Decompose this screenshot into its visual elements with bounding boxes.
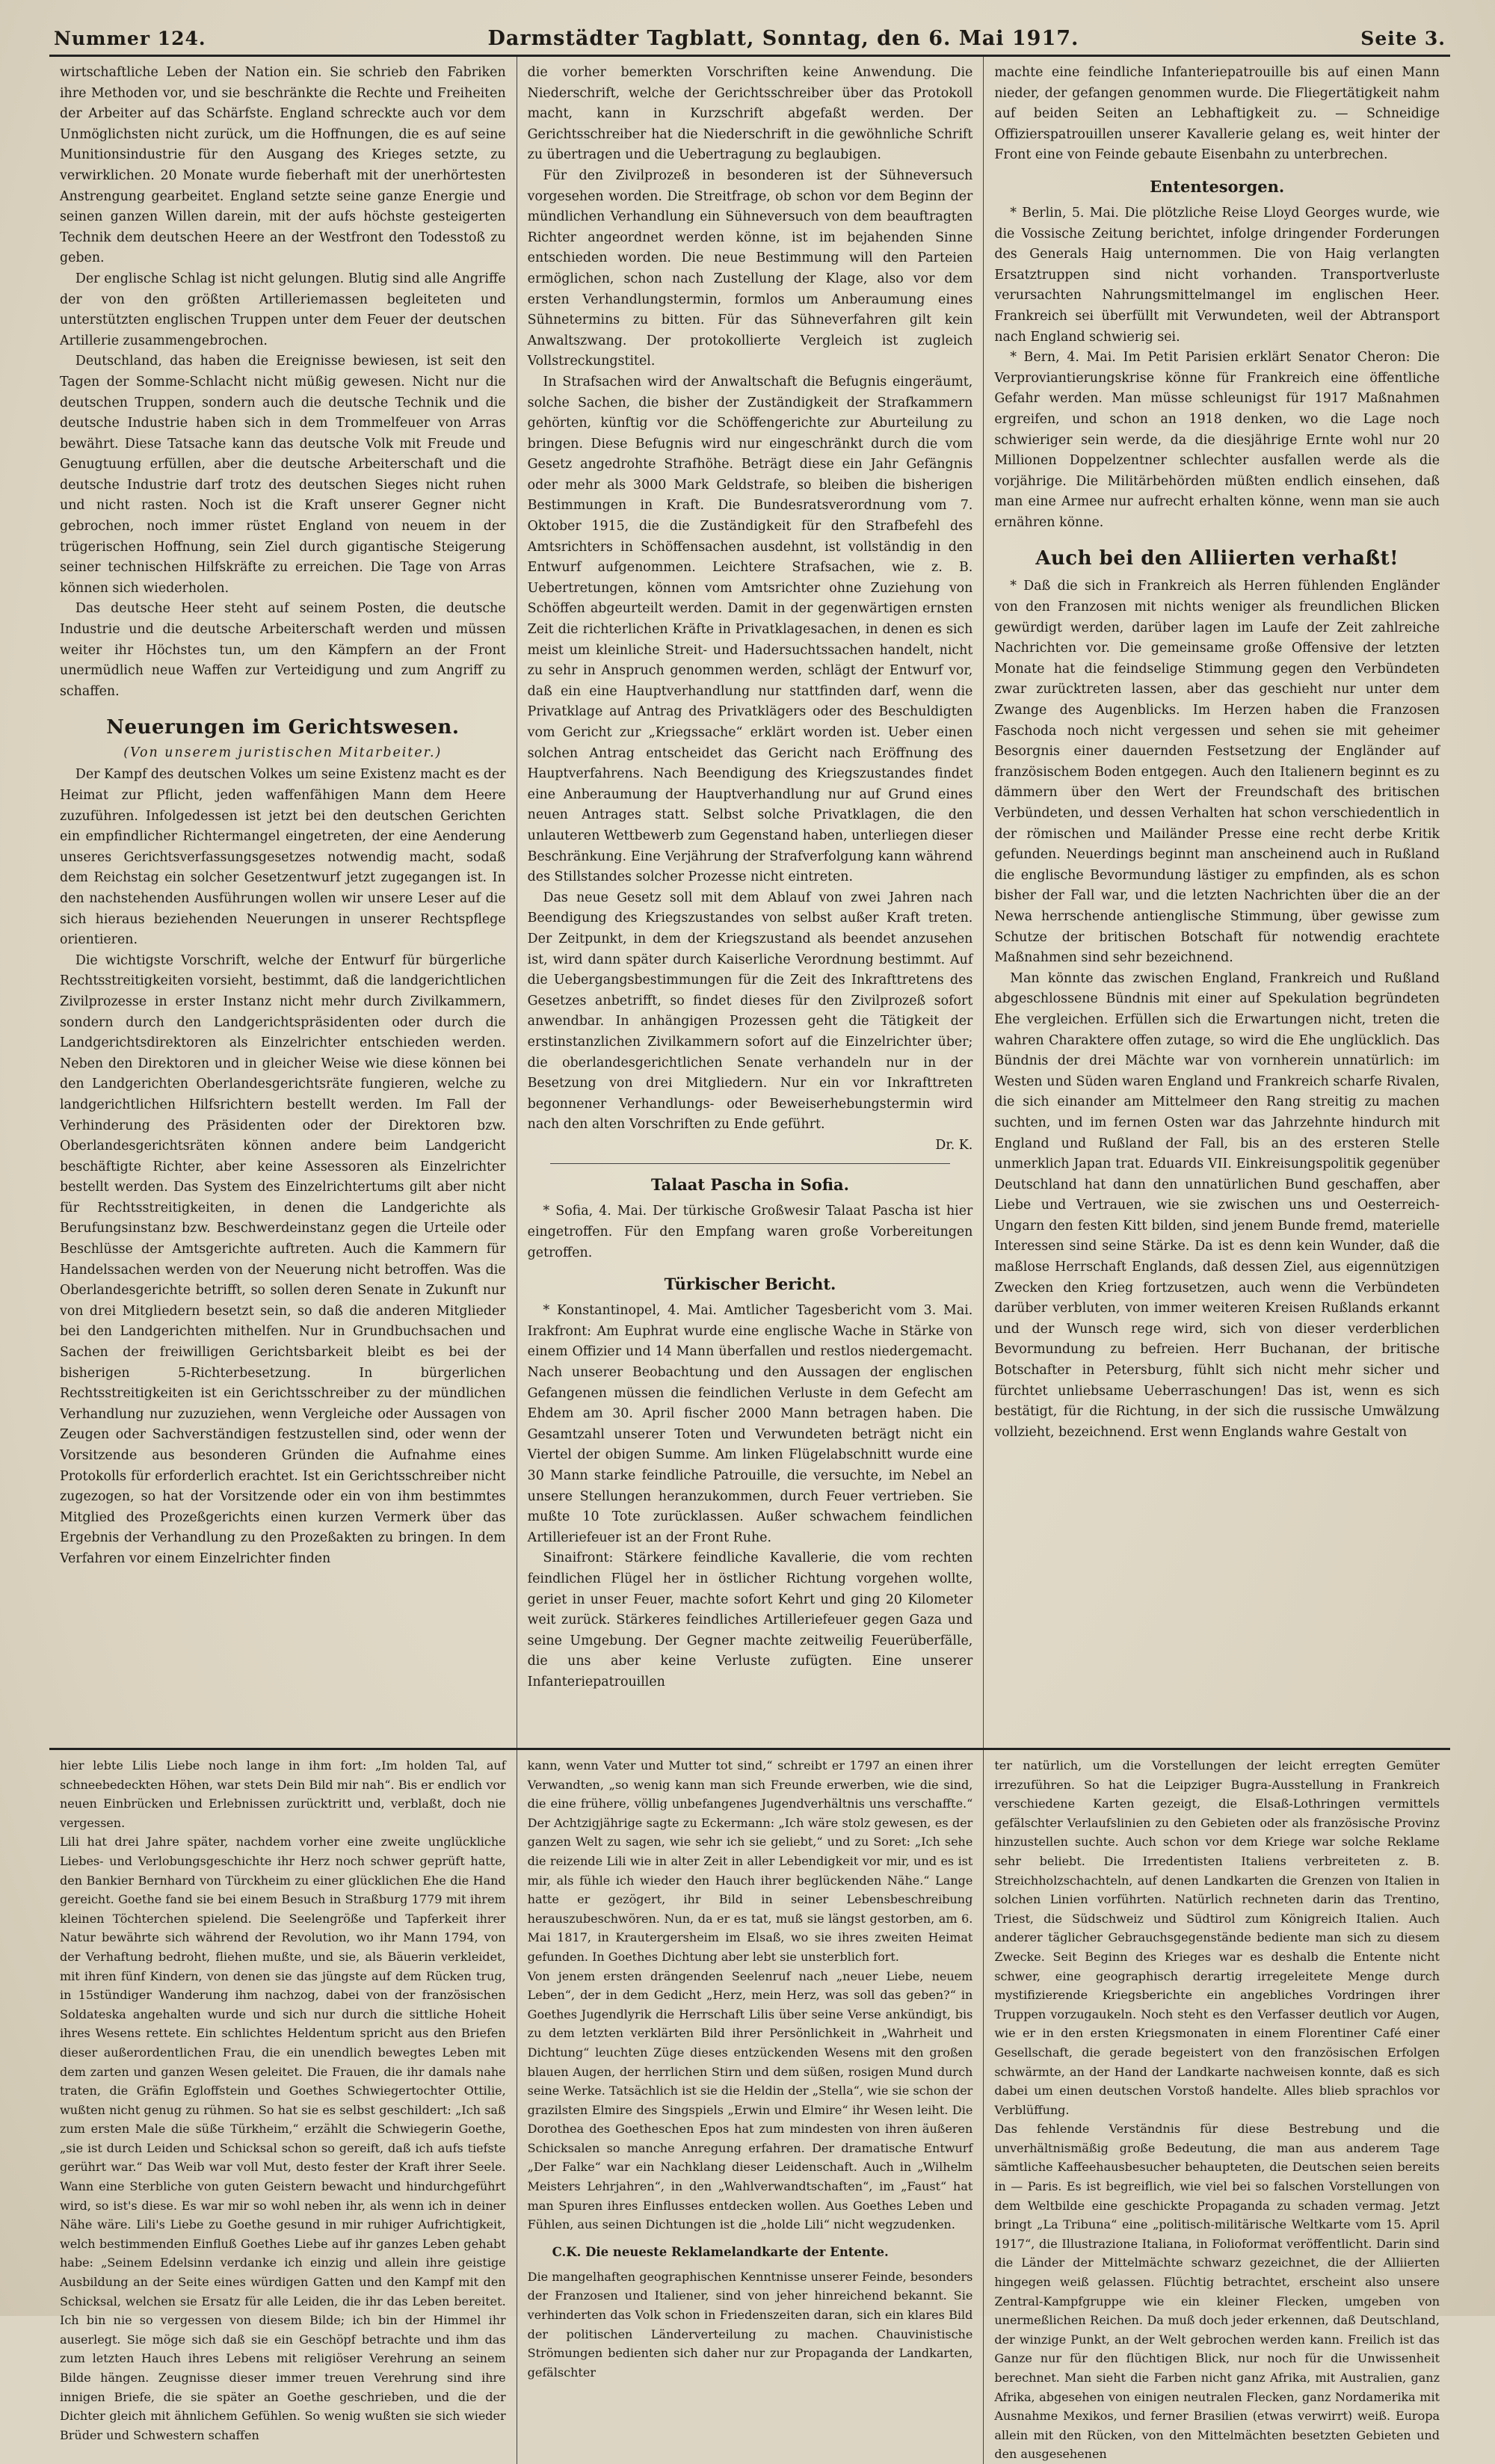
article-text: wirtschaftliche Leben der Nation ein. Sie schrieb den Fabriken ihre Methoden vor, und sie beschränkte die Rechte und Freiheiten der Arbeiter auf das Schärfste. England schreckte auch vor dem Unmöglichsten nicht zurück, um die Hoffnungen, die es auf seine Munitionsindustrie für den Ausgang des Krieges setzte, zu verwirklichen. 20 Monate wurde fieberhaft mit der unerhörtesten Anstrengung gearbeitet. England setzte seine ganze Energie und seinen ganzen Willen darein, mit der aufs höchste gesteigerten Technik dem deutschen Heere an der Westfront den Todesstoß zu geben. bbox=[60, 65, 506, 266]
headline-court-reform: Neuerungen im Gerichtswesen. bbox=[106, 716, 460, 739]
article-text: Für den Zivilprozeß in besonderen ist der Sühneversuch vorgesehen worden. Die Streitfrage, ob schon vor dem Beginn der mündlichen Verhandlung ein Sühneversuch von dem beauftragten Richter angeordnet werden könne, ist im bejahenden Sinne entschieden worden. Die neue Bestimmung will den Parteien ermöglichen, schon nach Zustellung der Klage, also vor dem ersten Verhandlungstermin, formlos um Anberaumung eines Sühnetermins zu bitten. Für das Sühneverfahren gilt kein Anwaltszwang. Der protokollierte Vergleich ist zugleich Vollstreckungstitel. bbox=[527, 167, 973, 369]
headline-turkish-report: Türkischer Bericht. bbox=[664, 1275, 836, 1294]
feuilleton-column-1 bbox=[49, 1750, 517, 2464]
article-text: Das neue Gesetz soll mit dem Ablauf von zwei Jahren nach Beendigung des Kriegszustandes von selbst außer Kraft treten. Der Zeitpunkt, in dem der Kriegszustand als beendet anzusehen ist, wird dann später durch Kaiserliche Verordnung bestimmt. Auf die Uebergangsbestimmungen für die Zeit des Inkrafttretens des Gesetzes anbetrifft, so findet dieses für den Zivilprozeß sofort anwendbar. In anhängigen Prozessen geht die Tätigkeit der erstinstanzlichen Zivilkammern sofort auf die Einzelrichter über; die oberlandesgerichtlichen Senate verhandeln nur in der Besetzung von drei Mitgliedern. Nur ein vor Inkrafttreten begonnener Verhandlungs- oder Beweiserhebungstermin wird nach den alten Vorschriften zu Ende geführt. bbox=[527, 890, 973, 1133]
column-2 bbox=[517, 57, 984, 1748]
article-text: Sinaifront: Stärkere feindliche Kavallerie, die vom rechten feindlichen Flügel her in östlicher Richtung vorgehen wollte, geriet in unser Feuer, machte sofort Kehrt und ging 20 Kilometer weit zurück. Stärkeres feindliches Artilleriefeuer gegen Gaza und seine Umgebung. Der Gegner machte zeitweilig Feuerüberfälle, die uns aber keine Verluste zufügten. Eine unserer Infanteriepatrouillen bbox=[527, 1550, 973, 1690]
article-text: Deutschland, das haben die Ereignisse bewiesen, ist seit den Tagen der Somme-Schlacht nicht müßig gewesen. Nicht nur die deutschen Truppen, sondern auch die deutsche Technik und die deutsche Industrie haben sich in dem Trommelfeuer von Arras bewährt. Diese Tatsache kann das deutsche Volk mit Freude und Genugtuung erfüllen, aber die deutsche Arbeiterschaft und die deutsche Industrie darf trotz des deutschen Sieges nicht ruhen und nicht rasten. Noch ist die Kraft unserer Gegner nicht gebrochen, noch immer rüstet England von neuem in der trügerischen Hoffnung, sein Ziel durch gigantische Steigerung seiner technischen Hilfskräfte zu erreichen. Die Tage von Arras können sich wiederholen. bbox=[60, 354, 506, 596]
author-signature: Dr. K. bbox=[935, 1137, 973, 1153]
article-text: Die wichtigste Vorschrift, welche der Entwurf für bürgerliche Rechtsstreitigkeiten vorsieht, bestimmt, daß die landgerichtlichen Zivilprozesse in erster Instanz nicht mehr durch Zivilkammern, sondern durch den Landgerichtspräsidenten oder durch die Landgerichtsdirektoren als Einzelrichter entschieden werden. Neben den Direktoren und in gleicher Weise wie diese können bei den Landgerichten Oberlandesgerichtsräte fungieren, welche zu landgerichtlichen Hilfsrichtern bestellt werden. Im Fall der Verhinderung des Präsidenten oder der Direktoren bzw. Oberlandesgerichtsräten können andere beim Landgericht beschäftigte Richter, aber keine Assessoren als Einzelrichter bestellt werden. Das System des Einzelrichtertums gilt aber nicht für Rechtsstreitigkeiten, in denen die Landgerichte als Berufungsinstanz bzw. Beschwerdeinstanz gegen die Urteile oder Beschlüsse der Amtsgerichte auftreten. Auch die Kammern für Handelssachen werden von der Neuerung nicht betroffen. Was die Oberlandesgerichte betrifft, so sollen deren Senate in Zukunft nur von drei Mitgliedern besetzt sein, so daß die anderen Mitglieder bei den Landgerichten mithelfen. Nur in Grundbuchsachen und Sachen der freiwilligen Gerichtsbarkeit bleibt es bei der bisherigen 5-Richterbesetzung. In bürgerlichen Rechtsstreitigkeiten ist ein Gerichtsschreiber zu der mündlichen Verhandlung nur zuzuziehen, wenn Vergleiche oder Aussagen von Zeugen oder Sachverständigen festzustellen sind, oder wenn der Vorsitzende aus besonderen Gründen die Aufnahme eines Protokolls für erforderlich erachtet. Ist ein Gerichtsschreiber nicht zugezogen, so hat der Vorsitzende oder ein von ihm bestimmtes Mitglied des Prozeßgerichts einen kurzen Vermerk über das Ergebnis der Verhandlung zu den Prozeßakten zu bringen. In dem Verfahren vor einem Einzelrichter finden bbox=[60, 952, 506, 1566]
column-3 bbox=[983, 57, 1450, 1748]
article-text: * Sofia, 4. Mai. Der türkische Großwesir Talaat Pascha ist hier eingetroffen. Für den Empfang waren große Vorbereitungen getroffen. bbox=[527, 1204, 973, 1260]
upper-section bbox=[49, 57, 1450, 1750]
page-number: Seite 3. bbox=[1360, 28, 1446, 49]
column-1 bbox=[49, 57, 517, 1748]
headline-entente: Ententesorgen. bbox=[1150, 176, 1285, 196]
headline-talaat: Talaat Pascha in Sofia. bbox=[651, 1175, 849, 1195]
feuilleton-text: hier lebte Lilis Liebe noch lange in ihm fort: „Im holden Tal, auf schneebedeckten Höhen, war stets Dein Bild mir nah“. Bis er endlich vor neuen Einbrücken und Erlebnissen zurücktritt und, verblaßt, doch nie vergessen. Lili hat drei Jahre später, nachdem vorher eine zweite unglückliche Liebes- und Verlobungsgeschichte ihr Herz noch schwer geprüft hatte, den Bankier Bernhard von Türckheim zu einer glücklichen Ehe die Hand gereicht. Goethe fand sie bei einem Besuch in Straßburg 1779 mit ihrem kleinen Töchterchen spielend. Die Seelengröße und Tapferkeit ihrer Natur bewährte sich während der Revolution, wo ihr Mann 1794, von der Verhaftung bedroht, fliehen mußte, und sie, als Bäuerin verkleidet, mit ihren fünf Kindern, von denen sie das jüngste auf dem Rücken trug, in 15stündiger Wanderung ihm nachzog, dabei von der französischen Soldateska angehalten wurde und sich nur durch die sittliche Hoheit ihres Wesens rettete. Ein schlichtes Heldentum spricht aus den Briefen dieser außerordentlichen Frau, die ein unendlich bewegtes Leben mit dem zarten und ganzen Wesen geleitet. Die Frauen, die ihr damals nahe traten, die Gräfin Egloffstein und Goethes Schwiegertochter Ottilie, wußten nicht genug zu rühmen. So hat sie es selbst geschildert: „Ich saß zum ersten Male die süße Türkheim,“ erzählt die Schwiegerin Goethe, „sie ist durch Leiden und Schicksal schon so gereift, daß ich aufs tiefste gerührt war.“ Das Weib war voll Mut, desto fester der Kraft ihrer Seele. Wann eine Sterbliche von guten Geistern bewacht und hindurchgeführt wird, so ist's diese. Es war mir so wohl neben ihr, als wenn ich in deiner Nähe wäre. Lili's Liebe zu Goethe gesund in mir ruhiger Aufrichtigkeit, welch bestimmenden Einfluß Goethes Liebe auf ihr ganzes Leben gehabt habe: „Seinem Edelsinn verdanke ich einzig und allein ihre geistige Ausbildung an der Seite eines würdigen Gatten und den Kampf mit den Schicksal, welchen sie Ersatz für alle Leiden, die ihr das Leben bereitet. Ich bin nie so vergessen von diesem Bilde; ich bin der Himmel ihr auserlegt. Sie möge sich daß sie ein Geschöpf betrachte und ihm das zum letzten Hauch ihres Lebens mit religiöser Verehrung an seinem Bilde hängen. Zeugnisse dieser immer treuen Verehrung sind ihre innigen Briefe, die sie später an Goethe geschrieben, und die der Dichter gleich mit ähnlichem Gefühlen. So wenig wußten sie sich wieder Brüder und Schwestern schaffen bbox=[60, 1758, 506, 2442]
article-text: Der Kampf des deutschen Volkes um seine Existenz macht es der Heimat zur Pflicht, jeden waffenfähigen Mann dem Heere zuzuführen. Infolgedessen ist jetzt bei den deutschen Gerichten ein empfindlicher Richtermangel eingetreten, der eine Aenderung unseres Gerichtsverfassungsgesetzes notwendig macht, sodaß dem Reichstag ein solcher Gesetzentwurf jetzt zugegangen ist. In den nachstehenden Ausführungen wollen wir unsere Leser auf die sich hieraus beziehenden Neuerungen in unserer Rechtspflege orientieren. bbox=[60, 767, 506, 948]
feuilleton-column-3 bbox=[983, 1750, 1450, 2464]
feuilleton-text: Die mangelhaften geographischen Kenntnisse unserer Feinde, besonders der Franzosen und Italiener, sind von jeher hinreichend bekannt. Sie verhinderten das Volk schon in Friedenszeiten daran, sich ein klares Bild der politischen Länderverteilung zu machen. Chauvinistische Strömungen bedienten sich daher nur zur Propaganda der Landkarten, gefälschter bbox=[527, 2269, 973, 2380]
article-text: * Berlin, 5. Mai. Die plötzliche Reise Lloyd Georges wurde, wie die Vossische Zeitung berichtet, infolge dringender Forderungen des Generals Haig unternommen. Die von Haig verlangten Ersatztruppen sind nicht vorhanden. Transportverluste verursachten Nahrungsmittelmangel im englischen Heer. Frankreich sei überfüllt mit Verwundeten, weil der Abtransport nach England schwierig sei. bbox=[994, 205, 1440, 345]
article-text: * Bern, 4. Mai. Im Petit Parisien erklärt Senator Cheron: Die Verproviantierungskrise könne für Frankreich eine öffentliche Gefahr werden. Man müsse schleunigst für 1917 Maßnahmen ergreifen, und schon an 1918 denken, wo die Lage noch schwieriger sein werde, da die diesjährige Ernte wohl nur 20 Millionen Doppelzentner schlechter ausfallen werde als die vorjährige. Die Militärbehörden müßten endlich einsehen, daß man eine Armee nur aufrecht erhalten könne, wenn man sie auch ernähren könne. bbox=[994, 350, 1440, 530]
article-text: Das deutsche Heer steht auf seinem Posten, die deutsche Industrie und die deutsche Arbeiterschaft werden und müssen weiter ihr Höchstes tun, um den Kämpfern an der Front unermüdlich neue Waffen zur Verteidigung und zum Angriff zu schaffen. bbox=[60, 601, 506, 699]
article-text: * Daß die sich in Frankreich als Herren fühlenden Engländer von den Franzosen mit nichts weniger als freundlichen Blicken gewürdigt werden, darüber lagen im Laufe der Zeit zahlreiche Nachrichten vor. Die gemeinsame große Offensive der letzten Monate hat die feindselige Stimmung gegen den Verbündeten zwar zurücktreten lassen, aber das geschieht nur unter dem Zwange des Augenblicks. Im Herzen haben die Franzosen Faschoda noch nicht vergessen und sehen sie mit geheimer Besorgnis einer dauernden Festsetzung der Engländer auf französischem Boden entgegen. Auch den Italienern beginnt es zu dämmern über den Wert der Freundschaft des britischen Verbündeten, und dessen Verhalten hat schon verschiedentlich in der römischen und Mailänder Presse eine recht derbe Kritik gefunden. Neuerdings beginnt man anscheinend auch in Rußland die englische Bevormundung lästiger zu empfinden, als es schon bisher der Fall war, und die letzten Nachrichten über die an der Newa herrschende antienglische Stimmung, über gewisse zum Schutze der britischen Botschaft für notwendig erachtete Maßnahmen sind sehr bezeichnend. bbox=[994, 579, 1440, 966]
feuilleton-text: ter natürlich, um die Vorstellungen der leicht erregten Gemüter irrezuführen. So hat die Leipziger Bugra-Ausstellung in Frankreich verschiedene Karten gezeigt, die Elsaß-Lothringen vermittels gefälschter Verlaufslinien zu den Gebieten oder als französische Provinz hinzustellen suchte. Auch schon vor dem Kriege war solche Reklame sehr beliebt. Die Irredentisten Italiens verbreiteten z. B. Streichholzschachteln, auf denen Landkarten die Grenzen von Italien in solchen Linien vorführten. Natürlich rechneten darin das Trentino, Triest, die Südschweiz und Südtirol zum Königreich Italien. Auch anderer täglicher Gebrauchsgegenstände bediente man sich zu diesem Zwecke. Seit Beginn des Krieges war es deshalb die Entente nicht schwer, eine geographisch derartig irregeleitete Menge durch mystifizierende Kriegsberichte ein angebliches Vordringen ihrer Truppen vorzugaukeln. Noch steht es den Verfasser deutlich vor Augen, wie er in den ersten Kriegsmonaten in einem Florentiner Café einer Gesellschaft, die gerade begeistert von den französischen Erfolgen schwärmte, an der Hand der Landkarte nachweisen konnte, daß es sich dabei um einen deutschen Vorstoß handelte. Alles blieb sprachlos vor Verblüffung. Das fehlende Verständnis für diese Bestrebung und die unverhältnismäßig große Bedeutung, die man aus anderem Tage sämtliche Kaffeehausbesucher behaupteten, die Deutschen seien bereits in — Paris. Es ist begreiflich, wie viel bei so falschen Vorstellungen von dem Weltbilde eine geschickte Propaganda zu schaden vermag. Jetzt bringt „La Tribuna“ eine „politisch-militärische Weltkarte vom 15. April 1917“, die Illustrazione Italiana, in Folioformat veröffentlicht. Darin sind die Länder der Mittelmächte schwarz gezeichnet, die der Alliierten hingegen weiß gelassen. Flüchtig betrachtet, erscheint also unsere Zentral-Kampfgruppe wie ein kleiner Flecken, umgeben von unermeßlichen Reichen. Da muß doch jeder erkennen, daß Deutschland, der winzige Punkt, an der Welt gebrochen werden kann. Freilich ist das Ganze nur für den flüchtigen Blick, nur noch für die Unwissenheit berechnet. Man sieht die Farben nicht ganz Afrika, mit Australien, ganz Afrika, abgesehen von einigen neutralen Flecken, ganz Nordamerika mit Ausnahme Mexikos, und ferner Brasilien (etwas verwirrt) weiß. Europa allein mit den Rücken, von den Mittelmächten besetzten Gebieten und den ausgesehenen bbox=[994, 1758, 1440, 2462]
article-text: In Strafsachen wird der Anwaltschaft die Befugnis eingeräumt, solche Sachen, die bisher der Zuständigkeit der Strafkammern gehörten, künftig vor die Schöffengerichte zur Aburteilung zu bringen. Diese Befugnis wird nur eingeschränkt durch die vom Gesetz angedrohte Strafhöhe. Beträgt diese ein Jahr Gefängnis oder mehr als 3000 Mark Geldstrafe, so bleiben die bisherigen Bestimmungen in Kraft. Die Bundesratsverordnung vom 7. Oktober 1915, die die Zuständigkeit für den Strafbefehl des Amtsrichters in Schöffensachen ausdehnt, ist vollständig in den Entwurf aufgenommen. Leichtere Strafsachen, wie z. B. Uebertretungen, können vom Amtsrichter ohne Zuziehung von Schöffen abgeurteilt werden. Damit in der gegenwärtigen ernsten Zeit die richterlichen Kräfte in Privatklagesachen, in denen es sich meist um kleinliche Streit- und Hadersuchtssachen handelt, nicht zu sehr in Anspruch genommen werden, schlägt der Entwurf vor, daß ein eine Hauptverhandlung nur stattfinden darf, wenn die Privatklage auf Antrag des Privatklägers oder des Beschuldigten vom Gericht zur „Kriegssache“ erklärt worden ist. Ueber einen solchen Antrag entscheidet das Gericht nach Eröffnung des Hauptverfahrens. Nach Beendigung des Kriegszustandes findet eine Anberaumung der Hauptverhandlung nur auf Grund eines neuen Antrages statt. Selbst solche Privatklagen, die den unlauteren Wettbewerb zum Gegenstand haben, unterliegen dieser Beschränkung. Eine Verjährung der Strafverfolgung kann während des Stillstandes solcher Prozesse nicht eintreten. bbox=[527, 374, 973, 885]
masthead bbox=[49, 27, 1450, 57]
headline-allies: Auch bei den Alliierten verhaßt! bbox=[1035, 547, 1399, 570]
article-text: die vorher bemerkten Vorschriften keine Anwendung. Die Niederschrift, welche der Gerichtsschreiber über das Protokoll macht, kann in Kurzschrift abgefaßt werden. Der Gerichtsschreiber hat die Niederschrift in die gewöhnliche Schrift zu übertragen und die Uebertragung zu beglaubigen. bbox=[527, 65, 973, 163]
feuilleton-section bbox=[49, 1750, 1450, 2462]
article-text: * Konstantinopel, 4. Mai. Amtlicher Tagesbericht vom 3. Mai. Irakfront: Am Euphrat wurde eine englische Wache in Stärke von einem Offizier und 14 Mann überfallen und restlos niedergemacht. Nach unserer Beobachtung und den Aussagen der englischen Gefangenen müssen die feindlichen Verluste in dem Gefecht am Ehdem am 30. April fischer 2000 Mann betragen haben. Die Gesamtzahl unserer Toten und Verwundeten beträgt nicht ein Viertel der obigen Summe. Am linken Flügelabschnitt wurde eine 30 Mann starke feindliche Patrouille, die versuchte, im Nebel an unsere Stellungen heranzukommen, durch Feuer vertrieben. Sie mußte 10 Tote zurücklassen. Außer schwachem feindlichen Artilleriefeuer ist an der Front Ruhe. bbox=[527, 1303, 973, 1545]
article-text: Man könnte das zwischen England, Frankreich und Rußland abgeschlossene Bündnis mit einer auf Spekulation begründeten Ehe vergleichen. Erfüllen sich die Erwartungen nicht, treten die wahren Charaktere offen zutage, so wird die Ehe unglücklich. Das Bündnis der drei Mächte war von vornherein unnatürlich: im Westen und Süden waren England und Frankreich scharfe Rivalen, die sich einander am Mittelmeer den Rang streitig zu machen suchten, und im fernen Osten war das Jahrzehnte hindurch mit England und Rußland der Fall, bis an des ersteren Stelle unmerklich Japan trat. Eduards VII. Einkreisungspolitik gegenüber Deutschland hat dann den unnatürlichen Bund geschaffen, aber Liebe und Vertrauen, wie sie zwischen uns und Oesterreich-Ungarn den festen Kitt bilden, sind jenem Bunde fremd, materielle Interessen sind seine Stärke. Da ist es denn kein Wunder, daß die maßlose Herrschaft Englands, daß dessen Ziel, aus eigennützigen Zwecken den Krieg fortzusetzen, auch wenn die Verbündeten darüber verbluten, von immer weiteren Kreisen Rußlands erkannt und der Wunsch rege wird, sich von dieser verderblichen Bevormundung zu befreien. Herr Buchanan, der britische Botschafter in Petersburg, fühlt sich nicht mehr sicher und fürchtet unliebsame Ueberraschungen! Das ist, wenn es sich bestätigt, für die Richtung, in der sich die russische Umwälzung vollzieht, bezeichnend. Erst wenn Englands wahre Gestalt von bbox=[994, 970, 1440, 1440]
byline: (Von unserem juristischen Mitarbeiter.) bbox=[123, 745, 443, 761]
feuilleton-column-2 bbox=[517, 1750, 984, 2464]
feuilleton-text: kann, wenn Vater und Mutter tot sind,“ schreibt er 1797 an einen ihrer Verwandten, „so wenig kann man sich Freunde erwerben, wie die sind, die eine frühere, völlig unbefangenes Jugendverhältnis uns verschaffte.“ Der Achtzigjährige sagte zu Eckermann: „Ich wäre stolz gewesen, es der ganzen Welt zu sagen, wie sehr ich sie geliebt,“ und zu Soret: „Ich sehe die reizende Lili wie in alter Zeit in aller Lebendigkeit vor mir, und es ist mir, als fühle ich wieder den Hauch ihrer beglückenden Nähe.“ Lange hatte er gezögert, ihr Bild in seiner Lebensbeschreibung herauszubeschwören. Nun, da er es tat, muß sie längst gestorben, am 6. Mai 1817, in Krautergersheim im Elsaß, wo sie ihres zweiten Heimat gefunden. In Goethes Dichtung aber lebt sie unsterblich fort. Von jenem ersten drängenden Seelenruf nach „neuer Liebe, neuem Leben“, der in dem Gedicht „Herz, mein Herz, was soll das geben?“ in Goethes Jugendlyrik die Herrschaft Lilis über seine Verse ankündigt, bis zu dem letzten verklärten Bild ihrer Persönlichkeit in „Wahrheit und Dichtung“ leuchten Züge dieses entzückenden Wesens mit den großen blauen Augen, der herrlichen Stirn und dem süßen, rosigen Mund durch seine Werke. Tatsächlich ist sie die Heldin der „Stella“, wie sie schon der grazilsten Elmire des Singspiels „Erwin und Elmire“ ihr Wesen leiht. Die Dorothea des Goetheschen Epos hat zum mindesten von ihren äußeren Schicksalen so manche Anregung erfahren. Der dramatische Entwurf „Der Falke“ war ein Nachklang dieser Leidenschaft. Auch in „Wilhelm Meisters Lehrjahren“, in den „Wahlverwandtschaften“, im „Faust“ hat man Spuren ihres Einflusses entdecken wollen. Aus Goethes Leben und Fühlen, aus seinen Dichtungen ist die „holde Lili“ nicht wegzudenken. bbox=[527, 1758, 973, 2232]
paper-title-date: Darmstädter Tagblatt, Sonntag, den 6. Mai 1917. bbox=[487, 27, 1079, 50]
divider bbox=[550, 1163, 951, 1164]
issue-number: Nummer 124. bbox=[54, 28, 206, 49]
article-text: machte eine feindliche Infanteriepatrouille bis auf einen Mann nieder, der gefangen genommen wurde. Die Fliegertätigkeit nahm auf beiden Seiten an Lebhaftigkeit zu. — Schneidige Offizierspatrouillen unserer Kavallerie gelang es, weit hinter der Front eine von Feinde gebaute Eisenbahn zu unterbrechen. bbox=[994, 65, 1440, 163]
headline-map-propaganda: C.K. Die neueste Reklamelandkarte der Entente. bbox=[552, 2244, 889, 2259]
article-text: Der englische Schlag ist nicht gelungen. Blutig sind alle Angriffe der von den größten Artilleriemassen begleiteten und unterstützten englischen Truppen unter dem Feuer der deutschen Artillerie zusammengebrochen. bbox=[60, 271, 506, 348]
